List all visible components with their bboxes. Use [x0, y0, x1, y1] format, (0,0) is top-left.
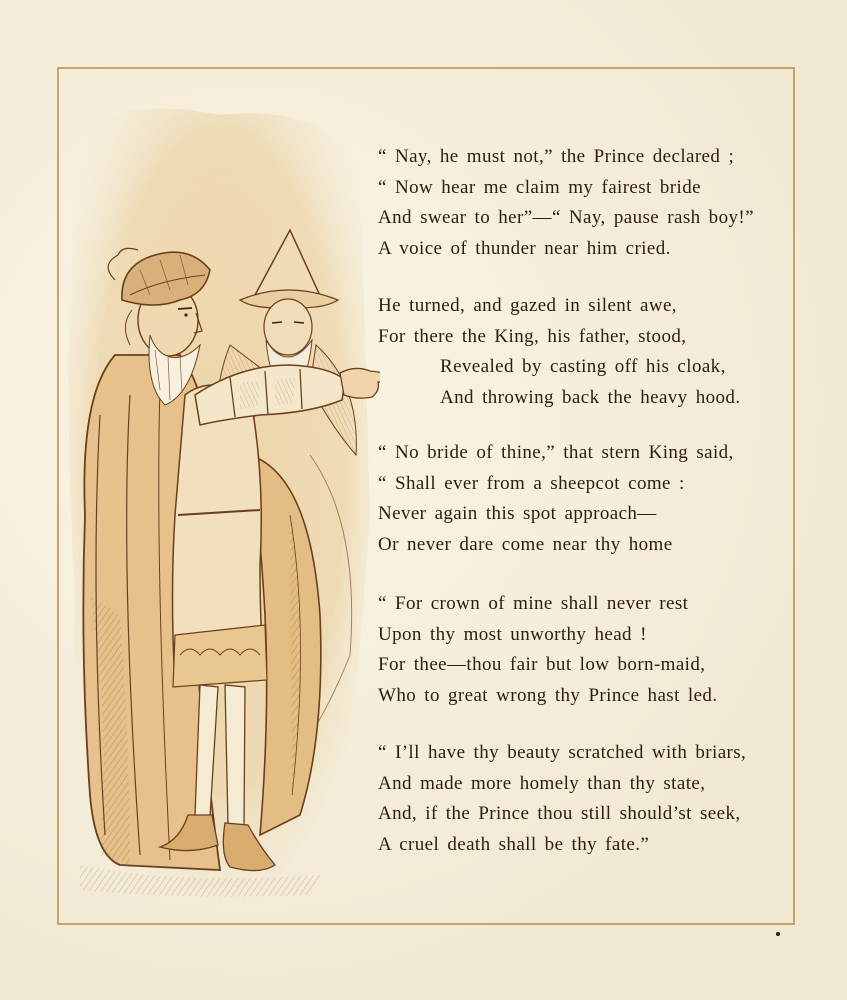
stanza-3 — [378, 438, 778, 560]
poem-line: Never again this spot approach— — [378, 503, 657, 524]
poem-line: “ I’ll have thy beauty scratched with briars, — [378, 742, 747, 763]
poem-line: And, if the Prince thou still should’st seek, — [378, 803, 741, 824]
poem-line: Who to great wrong thy Prince hast led. — [378, 684, 718, 706]
poem-line: “ Nay, he must not,” the Prince declared ; — [378, 146, 735, 167]
poem-line: “ For crown of mine shall never rest — [378, 593, 689, 614]
poem-line: A voice of thunder near him cried. — [378, 237, 671, 259]
stanza-5 — [378, 738, 778, 860]
poem-line: “ Now hear me claim my fairest bride — [378, 176, 701, 198]
poem-line: And swear to her”—“ Nay, pause rash boy!” — [378, 207, 754, 228]
poem-line: For thee—thou fair but low born-maid, — [378, 654, 706, 675]
pointing-hand — [340, 368, 380, 398]
poem-line: Upon thy most unworthy head ! — [378, 623, 647, 645]
ink-speck — [776, 932, 780, 936]
poem-line: “ No bride of thine,” that stern King said, — [378, 442, 734, 463]
poem-line: A cruel death shall be thy fate.” — [378, 833, 650, 855]
poem-line: And made more homely than thy state, — [378, 772, 706, 794]
poem-line: He turned, and gazed in silent awe, — [378, 295, 677, 316]
poem-line: And throwing back the heavy hood. — [440, 386, 741, 408]
stanza-2 — [378, 291, 778, 413]
poem-line: For there the King, his father, stood, — [378, 325, 687, 347]
poem-line: “ Shall ever from a sheepcot come : — [378, 472, 685, 494]
poem-line: Or never dare come near thy home — [378, 533, 673, 555]
stanza-4 — [378, 589, 778, 711]
stanza-1 — [378, 142, 778, 264]
poem-line: Revealed by casting off his cloak, — [440, 356, 726, 377]
king-pointing-illustration — [60, 95, 380, 905]
